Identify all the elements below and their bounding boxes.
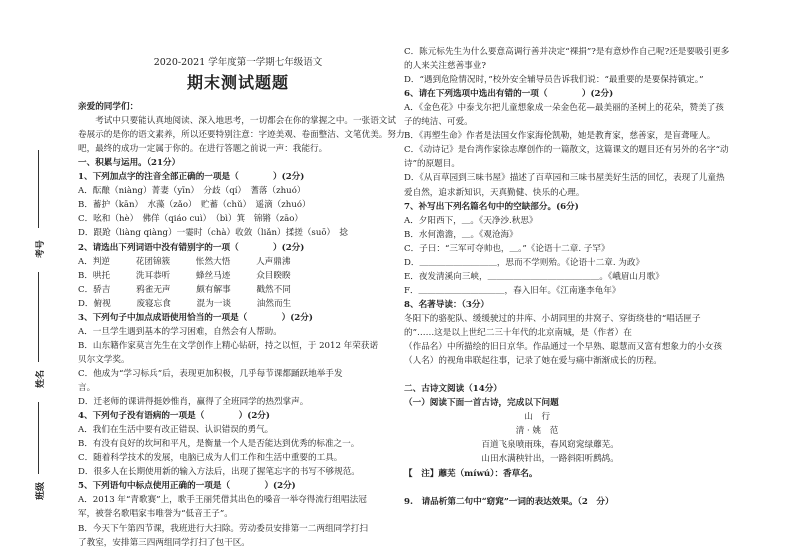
text-line: C．骄吉 鸦雀无声 颇有解事 戳然不同 [78,284,291,295]
text-line: C．《动诗记》是台湾作家徐志摩创作的一篇散文，这篇课文的题目还有另外的名字“动 [404,145,729,156]
text-line: C．随着科学技术的发展，电脑已成为人们工作和生活中重要的工具。 [78,453,343,464]
text-line: 爱自然，追求新知识，天真勤健、快乐的心理。 [404,187,585,198]
text-line: A．判逆 花团锦簇 怅然大悟 人声鼎沸 [78,256,291,267]
text-line: 一、积累与运用。（21分） [78,158,181,169]
binding-margin [16,150,56,500]
text-line: 二、古诗文阅读（14分） [404,384,502,395]
text-line: 的”……这是以上世纪二三十年代的北京南城，是（作者）在 [404,328,632,338]
text-line: 8、名著导读：（3分） [404,299,490,310]
text-line: C．子曰：“三军可夺帅也，＿。”《论语十二章. 子罕》 [404,243,610,254]
text-line: （作品名）中所描绘的旧日京华。作品通过一个早熟、聪慧而又富有想象力的小女孩 [404,342,722,353]
text-line: A．一旦学生遇到基本的学习困难，自然会有人帮助。 [78,326,282,337]
text-line: 山 行 [404,412,551,423]
text-line: A．酝酿（niàng）菁妻（yīn） 分歧（qí） 蓍落（zhuó） [78,186,306,197]
text-line: 冬阳下的骆驼队、缓缓驶过的井库、小胡同里的井窝子、穿街绕巷的“唱话匣子 [404,313,701,324]
text-line: B．有没有良好的坎坷和平凡，是衡量一个人是否能达到优秀的标准之一。 [78,439,360,450]
text-line: C．陈元标先生为什么要意高调行善并决定“裸捐”?是有意炒作自己呢?还是要吸引更多 [404,47,730,57]
text-line: A．我们在生活中要有改正错误、认识错误的勇气。 [78,425,274,436]
text-line: 山田水满秧针出，一路斜阳听鹧鸪。 [404,454,619,465]
text-line: A．《金色花》中泰戈尔把儿童想象成一朵金色花—最美丽的圣树上的花朵，赞美了孩 [404,103,724,114]
exam-no-line [38,150,39,228]
text-line: 5、下列语句中标点使用正确的一项是（ ）(2分) [78,481,296,492]
text-line: 【 注】蘼芜（míwú）：香草名。 [404,468,538,479]
text-line: D．《从百草园到三味书屋》描述了百草园和三味书屋美好生活的回忆，表现了儿童热 [404,173,725,184]
text-line: （人名）的视角串联起往事，记录了她在爱与痛中渐渐成长的历程。 [404,356,662,367]
text-line: B．今天下午第四节课，我班进行大扫除。劳动委员安排第一二两组同学打扫 [78,523,368,534]
class-line [38,402,39,474]
text-line: B．水何澹澹，＿。《观沧海》 [404,229,518,240]
text-line: B．山东籍作家莫言先生在文学创作上精心钻研，持之以恒，于 2012 年荣获诺 [78,340,379,351]
text-line: 4、下列句子没有语病的一项是（ ）(2分) [78,411,270,422]
text-line: B．蓄护（kān） 水藻（zǎo） 贮蓄（chǔ） 遥滴（zhuó） [78,200,311,211]
text-line: 了教室，安排第三四两组同学打扫了包干区。 [78,537,250,548]
text-line: （一）阅读下面一首古诗，完成以下问题 [404,398,559,409]
class-label: 班级 [36,481,46,500]
text-line: 子的纯洁、可爱。 [404,117,473,128]
text-line: 清 · 姚 范 [404,426,559,437]
text-line: A．夕阳西下，＿。《天净沙.秋思》 [404,215,538,226]
text-line: 3、下列句子中加点成语使用恰当的一项是（ ）(2分) [78,312,313,323]
text-line: D．＿＿＿＿＿＿＿＿＿，思而不学则殆。《论语十二章. 为政》 [404,257,645,268]
text-line: 1、下列加点字的注音全部正确的一项是（ ）(2分) [78,172,305,183]
text-line: D．“遇到危险情况时，”校外安全辅导员告诉我们说：“最重要的是要保持镇定。” [404,75,704,86]
name-label: 姓名 [36,369,46,388]
text-line: 百道飞泉喷雨珠，春风窈窕绿蘼芜。 [404,440,619,451]
text-line: C．他成为“学习标兵”后，表现更加积极，几乎每节课都踊跃地举手发 [78,368,343,379]
name-line [38,272,39,362]
text-line: 的人来关注慈善事业? [404,61,486,72]
text-line: B．《再塑生命》作者是法国女作家海伦凯勒，她是教育家，慈善家，是盲聋哑人。 [404,131,716,142]
text-line: 言。 [78,383,96,393]
text-line: B．哄托 洗耳恭听 蜂丝马迹 众目睽睽 [78,270,291,281]
text-line: F．＿＿＿＿＿＿＿＿＿＿，春入旧年。《江南逢李龟年》 [404,285,621,296]
text-line: 诗”的原题目。 [404,159,460,170]
text-line: 亲爱的同学们： [78,102,139,112]
text-line: 贝尔文学奖。 [78,354,130,365]
text-line: C．吆和（hè） 佛佯（qiáo cuì） （bì）箕 锦锵（zāo） [78,214,304,225]
text-line: D．俯视 废寝忘食 混为一谈 油然而生 [78,298,292,309]
page-title: 期末测试题题 [186,73,289,92]
text-line: D．很多人在长期使用新的输入方法后，出现了握笔忘字的书写不够规范。 [78,467,360,478]
text-line: D．跟跄（liàng qiàng）一霎时（chà）收敛（liǎn）揉搓（suō） 捻 [78,228,349,239]
text-line: 考试中只要能认真地阅读、深入地思考，一切都会在你的掌握之中。一张语文试 [78,116,396,127]
text-line: 6、请在下列选项中选出有错的一项（ ）(2分) [404,89,614,100]
year-line: 2020-2021 学年度第一学期七年级语文 [153,57,323,68]
exam-no-label: 考号 [36,239,46,258]
text-line: 7、补写出下列名篇名句中的空缺部分。(6分) [404,201,579,212]
text-line: E．夜发清溪向三峡，＿＿＿＿＿＿＿＿＿＿＿＿＿。《峨眉山月歌》 [404,271,664,282]
text-line: A．2013 年“青歌赛”上，歌手王丽凭借其出色的嗓音一举夺得流行组唱法冠 [78,495,367,506]
text-line: D．迁老师的课讲得挺妙惟肖，赢得了全班同学的热烈掌声。 [78,397,309,408]
text-line: 9. 请品析第二句中“窈窕”一词的表达效果。（2 分） [404,496,614,507]
text-line: 吧，最终的成功一定属于你的。在进行答题之前说一声：我能行。 [78,144,328,155]
text-line: 2、请选出下列词语中没有错别字的一项（ ）(2分) [78,242,305,253]
text-line: 卷展示的是你的语文素养，所以还要特别注意：字迹美观、卷面整洁、文笔优美。努力 [78,130,405,141]
text-line: 军，被誉名歌唱家韦唯誉为“低音王子”。 [78,509,233,520]
